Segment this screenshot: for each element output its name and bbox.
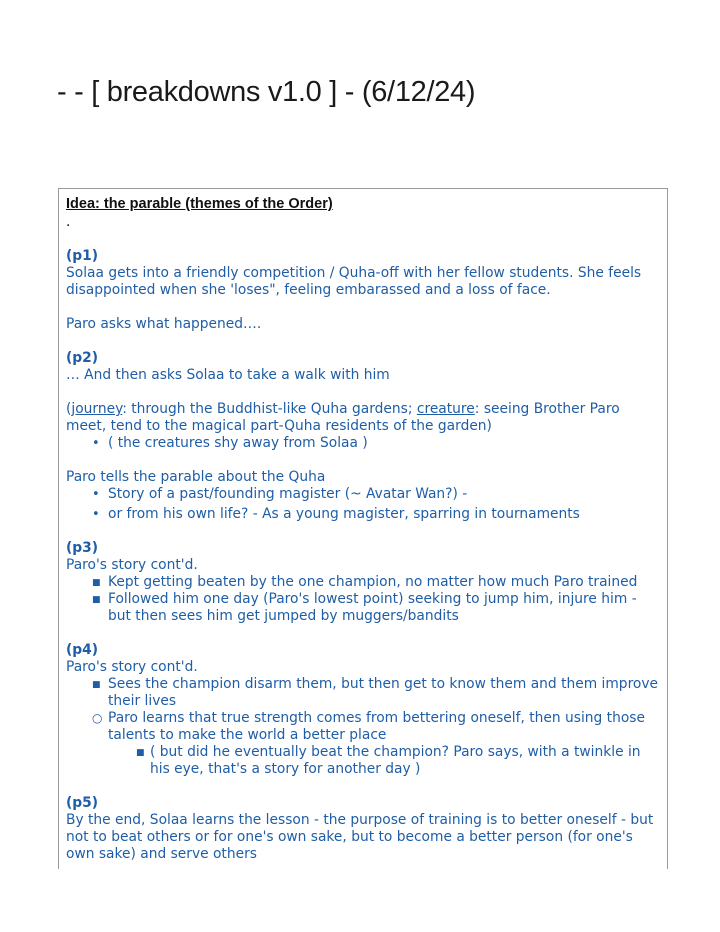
p2-open-paren: ( [66, 401, 72, 417]
list-item [66, 486, 663, 503]
creature-word: creature [416, 401, 475, 417]
list-item [66, 506, 663, 523]
p5-label: (p5) [66, 795, 99, 811]
circle-bullet-icon: ○ [92, 711, 103, 725]
p1-text: Solaa gets into a friendly competition / Quha-off with her fellow students. She feels disappointed when she 'loses", feeling embarassed and a loss of face. [66, 265, 642, 298]
p2-text: … And then asks Solaa to take a walk with him [66, 367, 390, 383]
p1-paro: Paro asks what happened…. [66, 316, 262, 332]
p3-bullet-2: Followed him one day (Paro's lowest point) seeking to jump him, injure him - but then sees him get jumped by muggers/bandits [108, 591, 637, 624]
journey-word: journey [71, 401, 123, 417]
creature-text: : seeing Brother Paro meet, tend to the magical part-Quha residents of the garden) [66, 401, 620, 434]
bullet-life: or from his own life? - As a young magister, sparring in tournaments [108, 506, 580, 522]
breakdown-box [58, 188, 668, 869]
bullet-story: Story of a past/founding magister (~ Avatar Wan?) - [108, 486, 468, 502]
p4-bullet-3: ( but did he eventually beat the champion? Paro says, with a twinkle in his eye, that's a story for another day ) [150, 744, 641, 777]
breakdown-content [59, 189, 667, 863]
p2-parable-intro: Paro tells the parable about the Quha [66, 469, 326, 485]
idea-heading: Idea: the parable (themes of the Order) [66, 196, 333, 212]
square-bullet-icon: ■ [92, 680, 101, 690]
list-item [66, 591, 663, 625]
square-bullet-icon: ■ [92, 578, 101, 588]
bullet-creatures: ( the creatures shy away from Solaa ) [108, 435, 368, 451]
list-item [66, 574, 663, 591]
p5-text: By the end, Solaa learns the lesson - the purpose of training is to better oneself - but not to beat others or for one's own sake, but to become a better person (for one's own sake) and serve others [66, 812, 654, 862]
square-bullet-icon: ■ [136, 748, 145, 758]
p3-label: (p3) [66, 540, 99, 556]
disc-bullet-icon: • [92, 507, 100, 522]
list-item [66, 435, 663, 452]
p2-journey-paragraph [66, 401, 663, 435]
list-item [66, 744, 663, 778]
p2-creatures-list [66, 435, 663, 452]
p3-bullet-1: Kept getting beaten by the one champion, no matter how much Paro trained [108, 574, 638, 590]
p4-bullet-1: Sees the champion disarm them, but then get to know them and them improve their lives [108, 676, 659, 709]
p3-text: Paro's story cont'd. [66, 557, 198, 573]
page-title: - - [ breakdowns v1.0 ] - (6/12/24) [57, 76, 476, 108]
p2-parable-list [66, 486, 663, 523]
p4-list [66, 676, 663, 778]
p4-label: (p4) [66, 642, 99, 658]
square-bullet-icon: ■ [92, 595, 101, 605]
disc-bullet-icon: • [92, 436, 100, 451]
p1-label: (p1) [66, 248, 99, 264]
journey-text: : through the Buddhist-like Quha gardens; [122, 401, 417, 417]
p4-bullet-2: Paro learns that true strength comes from bettering oneself, then using those talents to make the world a better place [108, 710, 645, 743]
p4-text: Paro's story cont'd. [66, 659, 198, 675]
disc-bullet-icon: • [92, 487, 100, 502]
p3-list [66, 574, 663, 625]
dot-line: . [66, 214, 71, 230]
list-item [66, 710, 663, 744]
list-item [66, 676, 663, 710]
p2-label: (p2) [66, 350, 99, 366]
